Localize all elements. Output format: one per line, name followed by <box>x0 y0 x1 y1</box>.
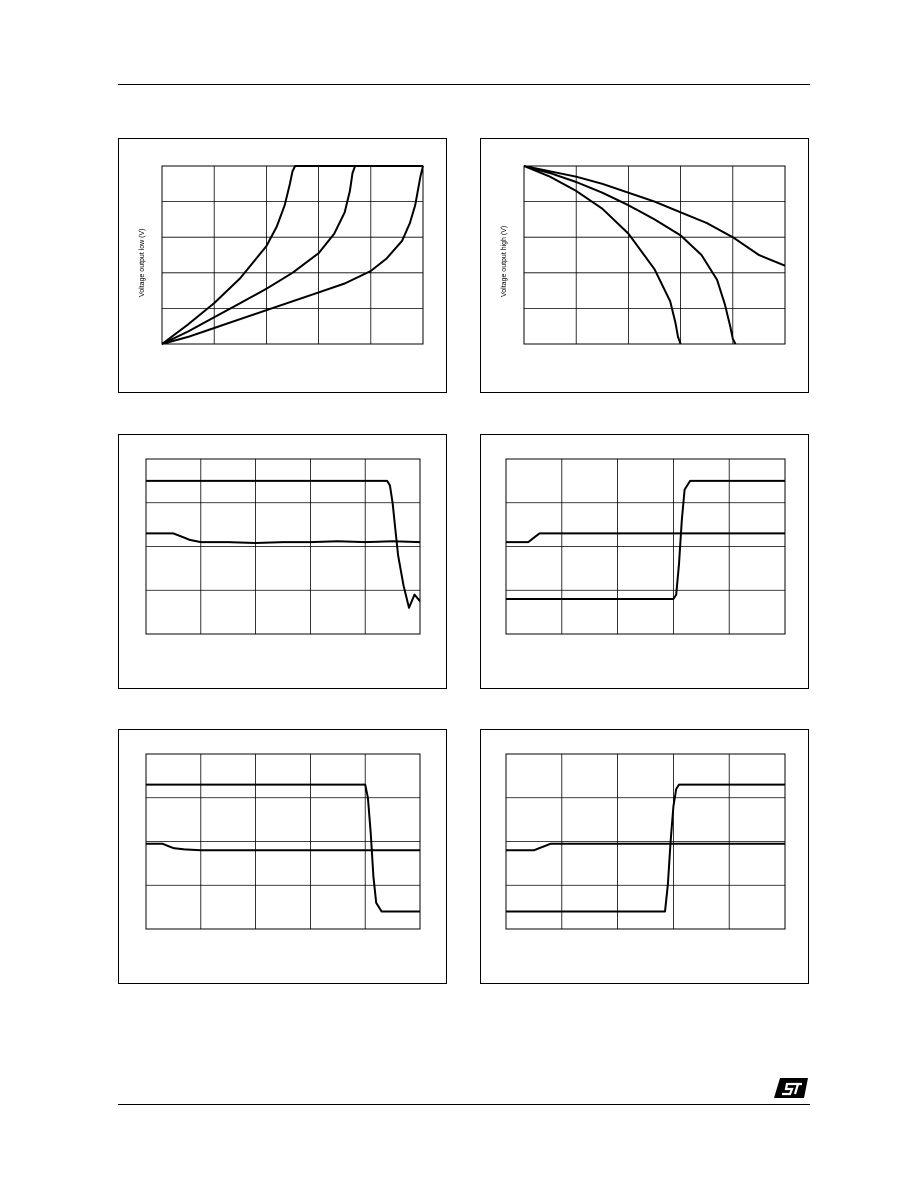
chart-panel-5 <box>118 729 447 984</box>
chart-1-ylabel: Voltage output low (V) <box>139 228 146 297</box>
chart-5-svg <box>119 730 448 985</box>
chart-1-svg <box>119 139 448 394</box>
series-line-1 <box>162 166 423 344</box>
series-line-3 <box>162 166 423 344</box>
chart-panel-6 <box>480 729 809 984</box>
chart-panel-3 <box>118 434 447 689</box>
series-line-1 <box>506 785 785 912</box>
chart-2-ylabel: Voltage output high (V) <box>501 225 508 297</box>
series-line-2 <box>146 844 420 851</box>
footer-rule <box>118 1104 810 1105</box>
series-line-3 <box>524 166 785 266</box>
series-line-2 <box>146 533 420 543</box>
chart-panel-1 <box>118 138 447 393</box>
plot-frame <box>162 166 423 344</box>
series-line-2 <box>162 166 423 344</box>
st-logo <box>770 1076 810 1100</box>
series-line-1 <box>146 481 420 608</box>
chart-3-svg <box>119 435 448 690</box>
header-rule <box>118 84 810 85</box>
plot-frame <box>524 166 785 344</box>
chart-6-svg <box>481 730 810 985</box>
series-line-1 <box>146 785 420 912</box>
series-line-1 <box>506 481 785 599</box>
chart-2-svg <box>481 139 810 394</box>
chart-4-svg <box>481 435 810 690</box>
chart-panel-4 <box>480 434 809 689</box>
series-line-2 <box>506 844 785 851</box>
series-line-2 <box>506 533 785 542</box>
chart-panel-2 <box>480 138 809 393</box>
